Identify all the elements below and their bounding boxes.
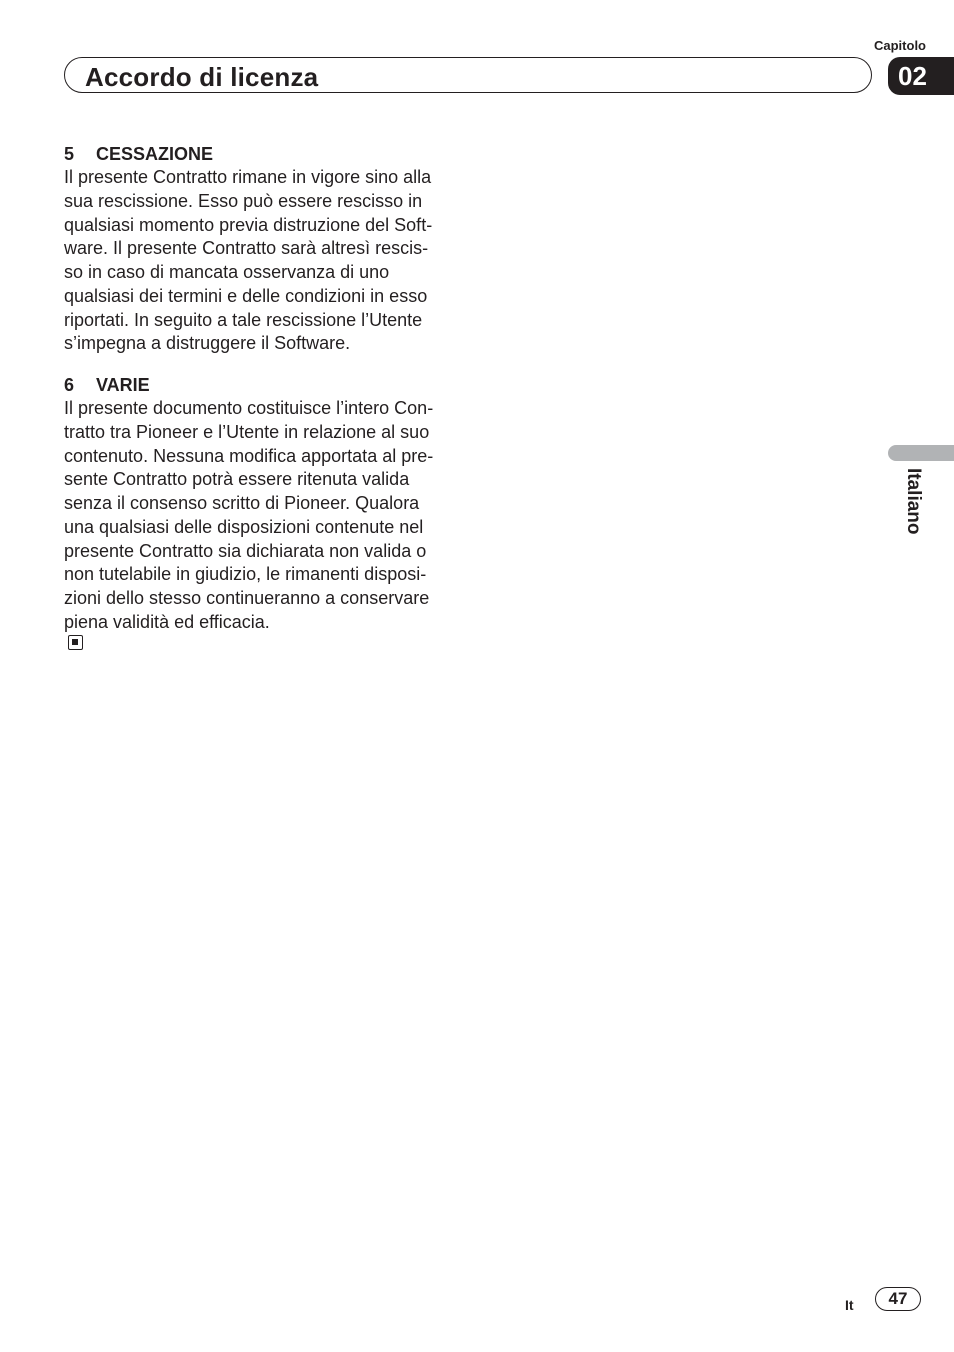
page-number: 47 — [875, 1287, 921, 1311]
language-label: Italiano — [903, 468, 924, 535]
section-number: 6 — [64, 375, 75, 395]
section-body — [64, 397, 456, 650]
body-line: contenuto. Nessuna modifica apportata al pre- — [64, 445, 434, 466]
end-of-section-icon — [68, 635, 83, 650]
body-line: qualsiasi momento previa distruzione del Soft- — [64, 214, 433, 235]
chapter-number: 02 — [898, 61, 927, 91]
body-line: s’impegna a distruggere il Software. — [64, 333, 351, 354]
body-line: senza il consenso scritto di Pioneer. Qualora — [64, 493, 420, 513]
body-line: presente Contratto sia dichiarata non valida o — [64, 540, 427, 561]
body-line: so in caso di mancata osservanza di uno — [64, 262, 390, 282]
body-line: zioni dello stesso continueranno a conservare — [64, 588, 430, 608]
body-line: sente Contratto potrà essere ritenuta valida — [64, 469, 410, 490]
body-line-text: piena validità ed efficacia. — [64, 611, 270, 632]
main-content — [64, 142, 456, 650]
section-number: 5 — [64, 144, 75, 164]
section-heading — [64, 142, 456, 166]
section-termination — [64, 142, 456, 356]
body-line: una qualsiasi delle disposizioni contenute nel — [64, 516, 424, 537]
section-title: VARIE — [96, 375, 150, 395]
body-line: tratto tra Pioneer e l’Utente in relazione al suo — [64, 421, 430, 442]
section-heading — [64, 373, 456, 397]
section-miscellaneous — [64, 373, 456, 650]
body-line: Il presente documento costituisce l’intero Con- — [64, 398, 434, 418]
section-body — [64, 166, 456, 356]
language-code: It — [845, 1297, 854, 1313]
body-line-last — [64, 611, 456, 650]
chapter-number-badge — [888, 57, 954, 95]
body-line: Il presente Contratto rimane in vigore sino alla — [64, 167, 432, 187]
chapter-title-bar — [64, 57, 872, 93]
language-tab — [888, 445, 954, 461]
body-line: sua rescissione. Esso può essere rescisso in — [64, 190, 423, 211]
body-line: riportati. In seguito a tale rescissione l’Utente — [64, 309, 423, 330]
body-line: non tutelabile in giudizio, le rimanenti disposi- — [64, 564, 427, 585]
chapter-label: Capitolo — [874, 38, 926, 53]
page-title: Accordo di licenza — [85, 62, 319, 92]
body-line: ware. Il presente Contratto sarà altresì rescis- — [64, 238, 429, 259]
body-line: qualsiasi dei termini e delle condizioni in esso — [64, 285, 428, 306]
section-title: CESSAZIONE — [96, 144, 214, 164]
